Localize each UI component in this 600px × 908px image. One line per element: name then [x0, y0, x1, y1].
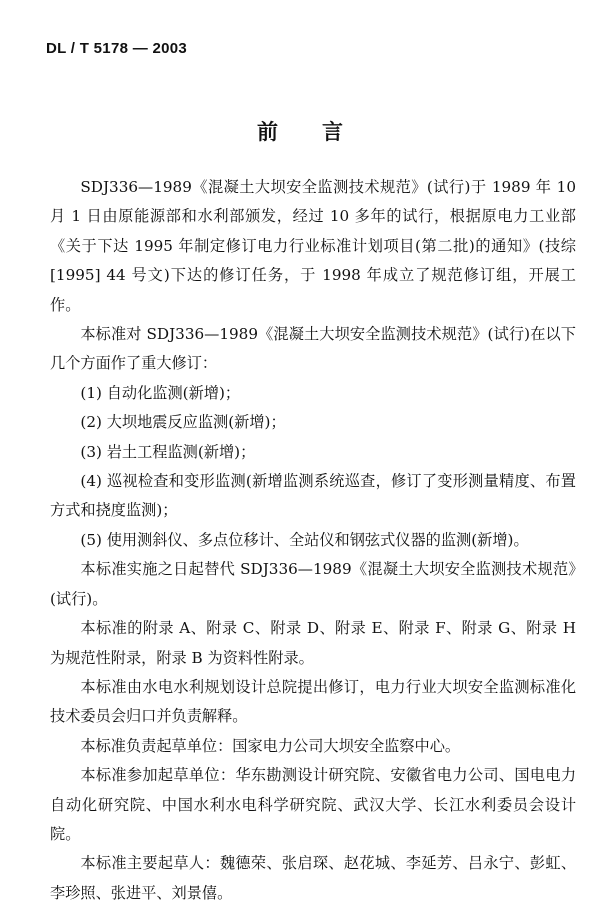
paragraph-main-drafters: 本标准主要起草人：魏德荣、张启琛、赵花城、李延芳、吕永宁、彭虹、李珍照、张进平、刘景僖。: [50, 854, 576, 902]
list-item-revision-1: (1) 自动化监测(新增)；: [80, 383, 241, 402]
paragraph-history: SDJ336—1989《混凝土大坝安全监测技术规范》(试行)于 1989 年 10 月 1 日由原能源部和水利部颁发，经过 10 多年的试行，根据原电力工业部《关于下达 1995 年制定修订电力行业标准计划项目(第二批)的通知》(技综 [1995] 44 号文)下达的修订任务，于 1998 年成立了规范修订组，开展工作。: [50, 178, 576, 314]
paragraph-revisions-intro: 本标准对 SDJ336—1989《混凝土大坝安全监测技术规范》(试行)在以下几个方面作了重大修订：: [50, 325, 576, 373]
list-item-revision-2: (2) 大坝地震反应监测(新增)；: [80, 413, 286, 432]
paragraph-replacement: 本标准实施之日起替代 SDJ336—1989《混凝土大坝安全监测技术规范》(试行)。: [50, 560, 576, 608]
paragraph-participating-units: 本标准参加起草单位：华东勘测设计研究院、安徽省电力公司、国电电力自动化研究院、中国水利水电科学研究院、武汉大学、长江水利委员会设计院。: [50, 766, 576, 843]
list-item-revision-5: (5) 使用测斜仪、多点位移计、全站仪和钢弦式仪器的监测(新增)。: [80, 530, 529, 549]
list-item-revision-4: (4) 巡视检查和变形监测(新增监测系统巡查，修订了变形测量精度、布置方式和挠度监测)；: [50, 472, 576, 520]
preface-body: [50, 173, 576, 908]
list-item-revision-3: (3) 岩土工程监测(新增)；: [80, 442, 256, 461]
page-title: 前言: [257, 119, 387, 144]
paragraph-lead-drafter: 本标准负责起草单位：国家电力公司大坝安全监察中心。: [80, 736, 461, 755]
paragraph-appendices: 本标准的附录 A、附录 C、附录 D、附录 E、附录 F、附录 G、附录 H 为规范性附录，附录 B 为资料性附录。: [50, 619, 576, 667]
document-code: DL / T 5178 — 2003: [46, 40, 188, 57]
paragraph-proposer: 本标准由水电水利规划设计总院提出修订，电力行业大坝安全监测标准化技术委员会归口并负责解释。: [50, 677, 576, 726]
